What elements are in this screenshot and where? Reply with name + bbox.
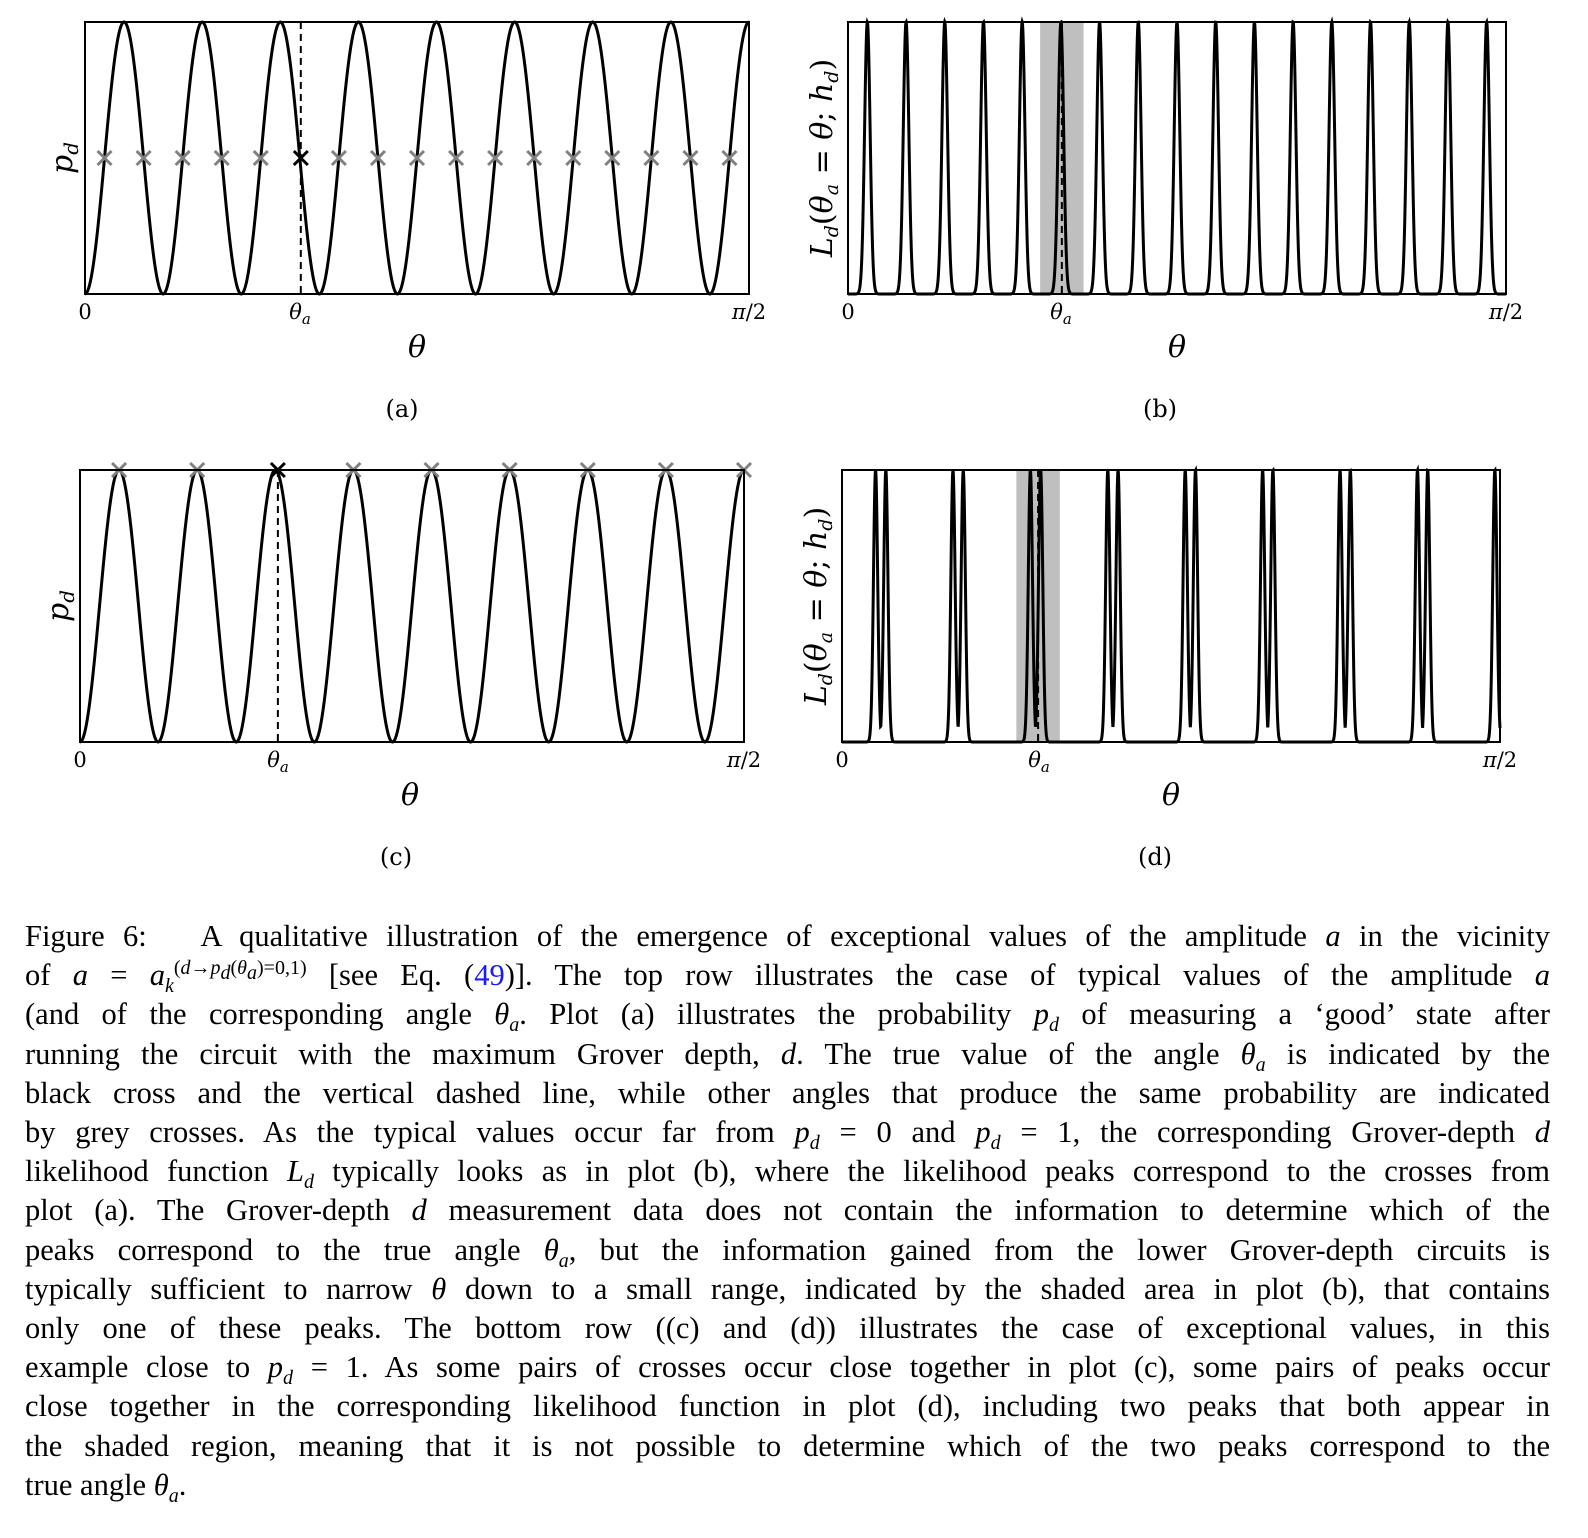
caption-line: likelihood function $L_d$ typically looks as in plot (b), where the likelihood peaks correspond to the crosses from [25, 1154, 1550, 1194]
panel-a-xtick-0: 0 [78, 300, 92, 324]
panel-b-xtick-pi2: π/2 [1488, 300, 1524, 324]
caption-line: example close to $p_d = 1$. As some pairs of crosses occur close together in plot (c), some pairs of peaks occur [25, 1350, 1551, 1390]
panel-d-curve [842, 470, 1500, 742]
panel-c-xtick-0: 0 [73, 748, 87, 772]
figure-caption [25, 917, 1550, 1505]
likelihood-line [848, 22, 1506, 294]
panel-b-curve [848, 22, 1506, 294]
panel-c-xlabel: θ [400, 778, 420, 813]
pd-line [80, 470, 744, 742]
panel-a-ylabel: $p_d$ [45, 141, 83, 175]
panel-d-xlabel: θ [1161, 778, 1181, 813]
panel-c-xtick-theta-a: $\theta_a$ [267, 748, 289, 776]
panel-c-ylabel: $p_d$ [41, 589, 79, 623]
panel-a-label: (a) [385, 395, 419, 423]
panel-d-xtick-theta-a: $\theta_a$ [1028, 748, 1050, 776]
panel-a-xtick-pi2: π/2 [731, 300, 767, 324]
caption-line: typically sufficient to narrow θ down to a small range, indicated by the shaded area in plot (b), that contains [25, 1271, 1551, 1306]
likelihood-line [842, 470, 1500, 742]
panel-d-ylabel: $L_d(\theta_a = \theta$; $h_d$) [799, 506, 837, 706]
caption-line: by grey crosses. As the typical values occur far from $p_d = 0$ and $p_d = 1$, the corresponding Grover-depth d [25, 1115, 1550, 1155]
panel-d-label: (d) [1137, 843, 1173, 871]
panel-d-frame [842, 470, 1500, 742]
caption-line: Figure 6: A qualitative illustration of the emergence of exceptional values of the amplitude a in the vicinity [25, 919, 1551, 953]
panel-b-label: (b) [1142, 395, 1178, 423]
panel-b [805, 22, 1523, 423]
caption-line: true angle $\theta_a$. [25, 1467, 187, 1507]
panel-b-xtick-theta-a: $\theta_a$ [1050, 300, 1072, 328]
caption-line: running the circuit with the maximum Grover depth, d. The true value of the angle $\theta_a$ is indicated by the [25, 1036, 1550, 1076]
panel-d-xtick-pi2: π/2 [1482, 748, 1518, 772]
panel-a-xlabel: θ [407, 330, 427, 365]
panel-c-xtick-pi2: π/2 [726, 748, 762, 772]
caption-line: plot (a). The Grover-depth d measurement data does not contain the information to determine which of the [25, 1193, 1550, 1228]
panel-c-curve [80, 470, 744, 742]
panel-b-ylabel: $L_d(\theta_a = \theta$; $h_d$) [805, 58, 843, 258]
caption-line: of $a = a_k^{(d\to p_d(\theta_a)=0,1)}$ [see Eq. (49)]. The top row illustrates the case of typical values of the amplitude a [25, 957, 1550, 998]
panel-b-xlabel: θ [1167, 330, 1187, 365]
panel-a [45, 22, 766, 423]
panel-d [799, 470, 1517, 871]
panel-a-xtick-theta-a: $\theta_a$ [289, 300, 311, 328]
caption-line: close together in the corresponding likelihood function in plot (d), including two peaks that both appear in [25, 1389, 1550, 1424]
caption-line: peaks correspond to the true angle $\theta_a$, but the information gained from the lower Grover-depth circuits is [25, 1232, 1550, 1272]
panel-b-xtick-0: 0 [841, 300, 855, 324]
caption-line: only one of these peaks. The bottom row ((c) and (d)) illustrates the case of exceptional values, in this [25, 1311, 1550, 1346]
caption-line: the shaded region, meaning that it is not possible to determine which of the two peaks correspond to the [25, 1428, 1550, 1463]
caption-line: (and of the corresponding angle $\theta_a$. Plot (a) illustrates the probability $p_d$ of measuring a ‘good’ state after [25, 997, 1550, 1037]
panel-d-xtick-0: 0 [835, 748, 849, 772]
panel-c [41, 463, 761, 871]
caption-line: black cross and the vertical dashed line, while other angles that produce the same probability are indicated [25, 1075, 1550, 1110]
panel-c-label: (c) [379, 843, 413, 871]
